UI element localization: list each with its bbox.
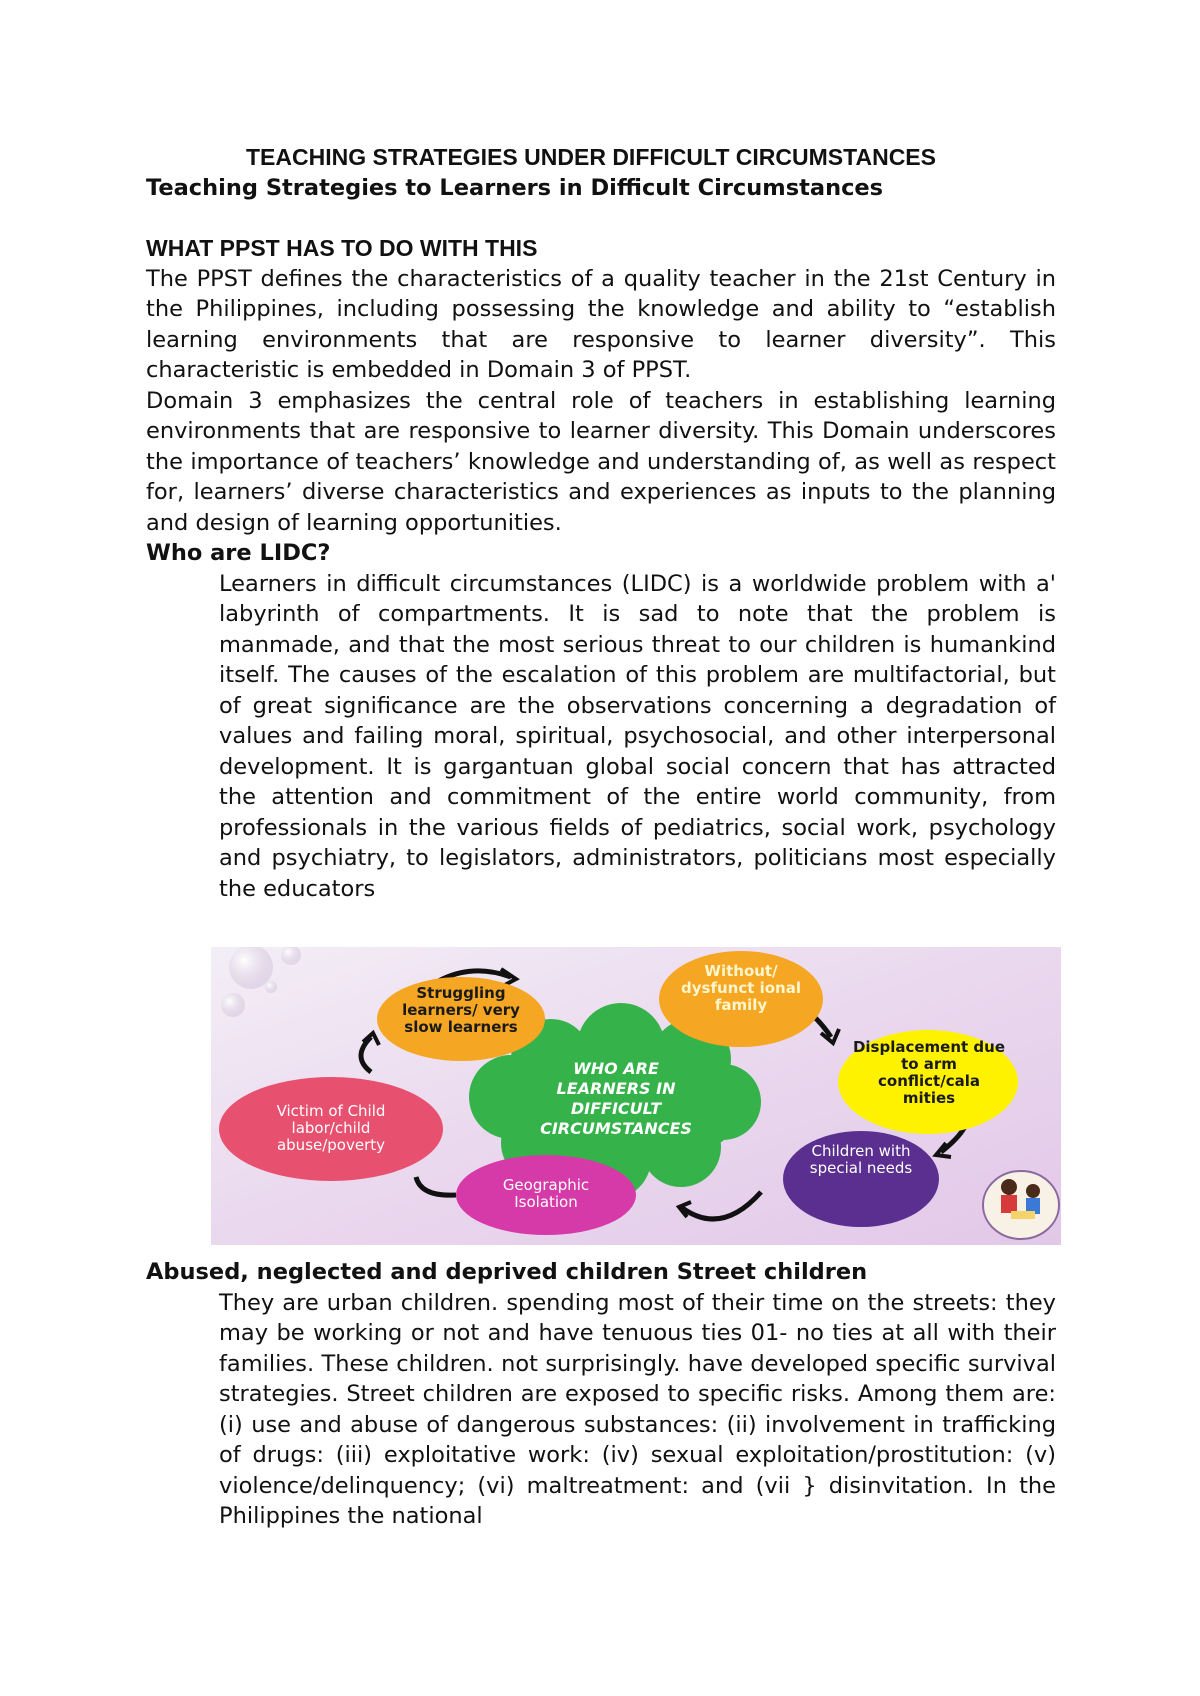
label-family: Without/ dysfunct ional family: [681, 962, 801, 1014]
water-drop-decoration: [265, 981, 277, 993]
section-heading-ppst: WHAT PPST HAS TO DO WITH THIS: [146, 235, 538, 261]
label-displacement: Displacement due to arm conflict/cala mities: [852, 1038, 1006, 1107]
children-reading-illustration: [983, 1171, 1059, 1239]
lidc-paragraph: Learners in difficult circumstances (LIDC) is a worldwide problem with a' labyrinth of compartments. It is sad to note that the problem is manmade, and that the most serious threat to our children is humankind itself. The causes of the escalation of this problem are multifactorial, but of great significance are the observations concerning a degradation of values and failing moral, spiritual, psychosocial, and other interpersonal development. It is gargantuan global social concern that has attracted the attention and commitment of the entire world community, from professionals in the various fields of pediatrics, social work, psychology and psychiatry, to legislators, administrators, politicians most especially the educators: [219, 570, 1056, 902]
section-heading-abused: Abused, neglected and deprived children Street children: [146, 1259, 868, 1285]
label-child-labor: Victim of Child labor/child abuse/poverty: [276, 1102, 386, 1154]
label-special-needs: Children with special needs: [809, 1142, 913, 1177]
ppst-paragraph-1: The PPST defines the characteristics of a quality teacher in the 21st Century in the Philippines, including possessing the knowledge and ability to “establish learning environments that are responsive to learner diversity”. This characteristic is embedded in Domain 3 of PPST.: [146, 265, 1056, 383]
water-drop-decoration: [229, 947, 273, 989]
water-drop-decoration: [221, 993, 245, 1017]
document-subtitle: Teaching Strategies to Learners in Difficult Circumstances: [146, 174, 884, 201]
label-center: WHO ARE LEARNERS IN DIFFICULT CIRCUMSTANCES: [540, 1059, 692, 1138]
document-body: [146, 142, 1056, 1532]
label-geographic: Geographic Isolation: [502, 1176, 590, 1211]
ppst-paragraph-2: Domain 3 emphasizes the central role of teachers in establishing learning environments that are responsive to learner diversity. This Domain underscores the importance of teachers’ knowledge and understanding of, as well as respect for, learners’ diverse characteristics and experiences as inputs to the planning and design of learning opportunities.: [146, 387, 1056, 536]
section-heading-lidc: Who are LIDC?: [146, 540, 331, 566]
lidc-diagram: [211, 947, 1061, 1245]
document-title: TEACHING STRATEGIES UNDER DIFFICULT CIRCUMSTANCES: [246, 144, 936, 170]
street-children-paragraph: They are urban children. spending most of their time on the streets: they may be working or not and have tenuous ties 01- no ties at all with their families. These children. not surprisingly. have developed specific survival strategies. Street children are exposed to specific risks. Among them are: (i) use and abuse of dangerous substances: (ii) involvement in trafficking of drugs: (iii) exploitative work: (iv) sexual exploitation/prostitution: (v) violence/delinquency; (vi) maltreatment: and (vii } disinvitation. In the Philippines the national: [219, 1289, 1056, 1529]
label-struggling: Struggling learners/ very slow learners: [402, 984, 520, 1036]
